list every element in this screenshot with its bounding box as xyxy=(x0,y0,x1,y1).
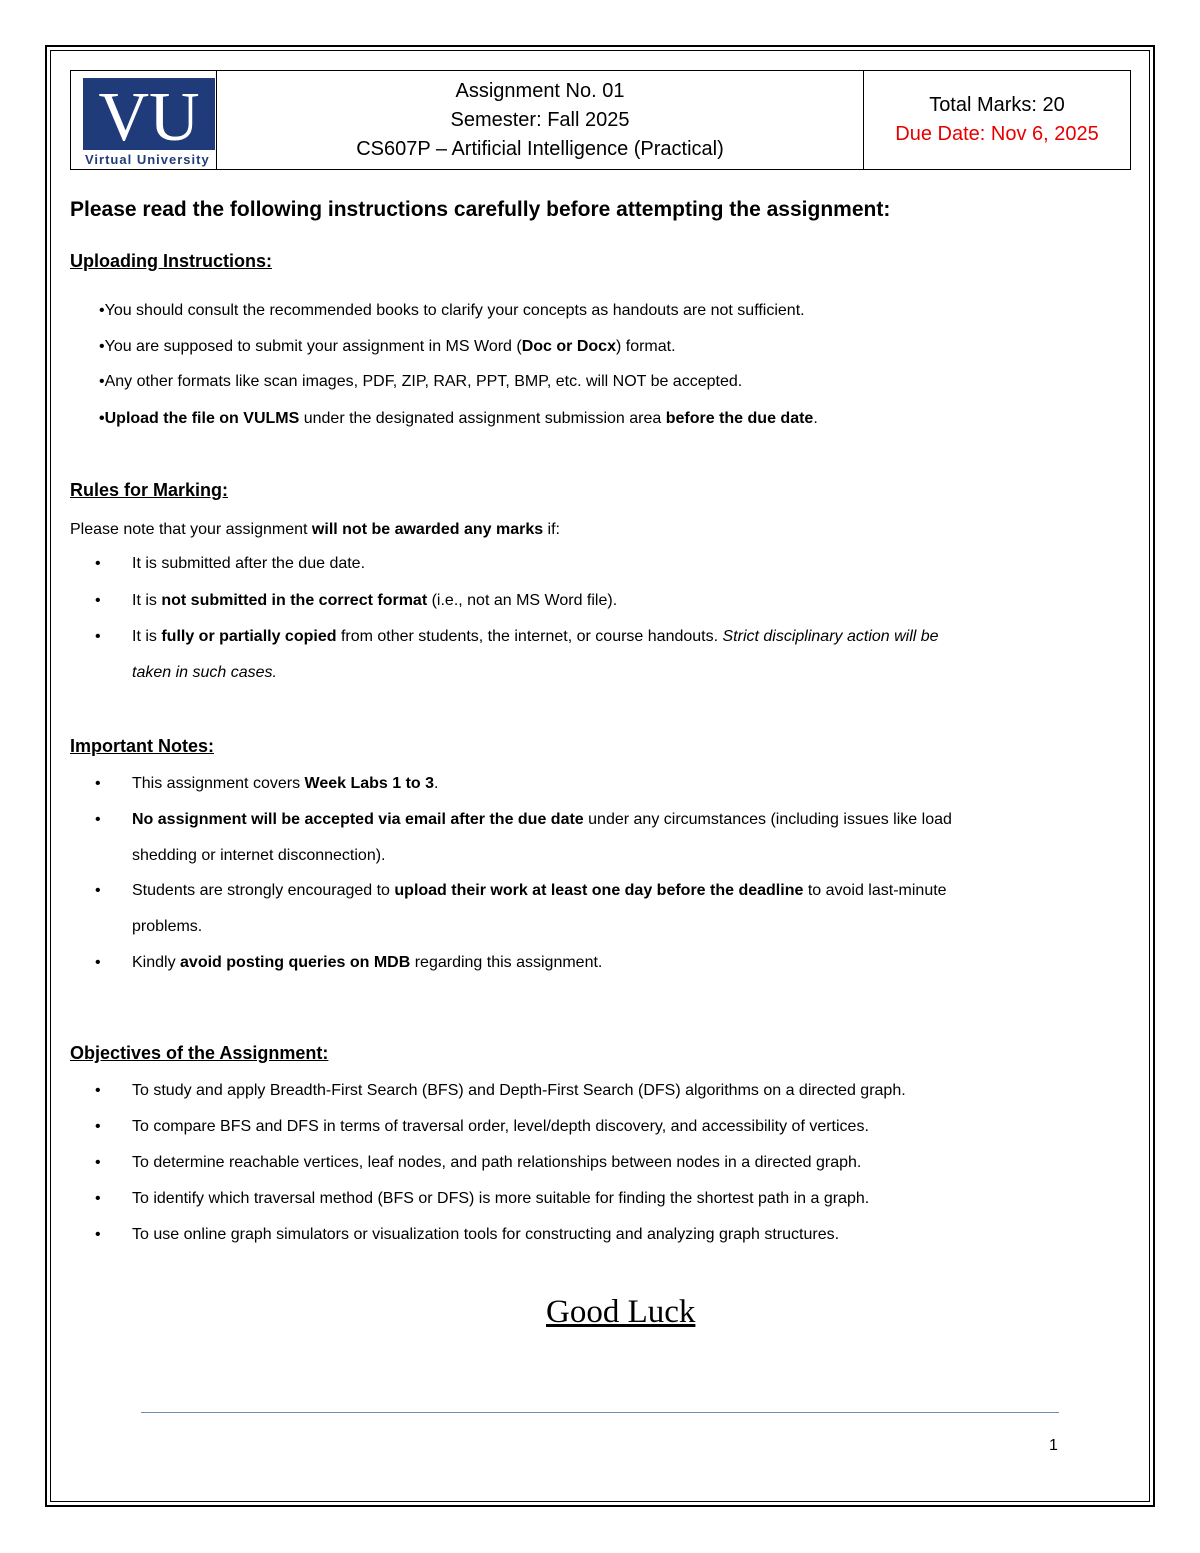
notes-heading: Important Notes: xyxy=(70,736,214,756)
marking-item-3-e: taken in such cases. xyxy=(132,664,277,681)
marking-heading: Rules for Marking: xyxy=(70,480,229,500)
header-table xyxy=(70,70,1131,170)
bullet-icon: • xyxy=(95,1190,101,1207)
upload-item-4 xyxy=(99,409,818,429)
notes-item-1-text xyxy=(132,766,1062,802)
upload-item-4-text-d: . xyxy=(813,410,818,427)
notes-item-1-b: Week Labs 1 to 3 xyxy=(304,775,435,792)
logo-text: VU xyxy=(98,79,200,156)
bullet-icon: • xyxy=(99,410,105,427)
marking-item-3-d: Strict disciplinary action will be xyxy=(722,628,939,645)
objective-item-3-text: To determine reachable vertices, leaf nodes, and path relationships between nodes in a directed graph. xyxy=(132,1154,862,1171)
notes-item-4-c: regarding this assignment. xyxy=(410,954,603,971)
bullet-icon: • xyxy=(95,555,101,572)
bullet-icon: • xyxy=(95,775,101,792)
upload-item-3 xyxy=(99,372,742,392)
course-title: CS607P – Artificial Intelligence (Practical) xyxy=(356,137,724,160)
marking-item-2-text xyxy=(132,583,1062,619)
bullet-icon: • xyxy=(95,1154,101,1171)
upload-item-2-text-a: You are supposed to submit your assignment in MS Word ( xyxy=(104,338,522,355)
marking-item-3-a: It is xyxy=(132,628,162,645)
marking-item-2-c: (i.e., not an MS Word file). xyxy=(427,592,618,609)
logo-cell xyxy=(70,71,216,169)
notes-item-3-a: Students are strongly encouraged to xyxy=(132,882,395,899)
objective-item-2-text: To compare BFS and DFS in terms of traversal order, level/depth discovery, and accessibility of vertices. xyxy=(132,1118,869,1135)
upload-item-2-text-b: Doc or Docx xyxy=(521,338,616,355)
upload-item-2 xyxy=(99,337,676,357)
assignment-number: Assignment No. 01 xyxy=(455,79,625,102)
objective-item-1-text: To study and apply Breadth-First Search (BFS) and Depth-First Search (DFS) algorithms on a directed graph. xyxy=(132,1082,906,1099)
page-number: 1 xyxy=(1049,1437,1058,1454)
due-date: Due Date: Nov 6, 2025 xyxy=(895,123,1099,145)
bullet-icon: • xyxy=(95,592,101,609)
marking-item-2-b: not submitted in the correct format xyxy=(161,592,428,609)
notes-item-2-text xyxy=(132,802,1062,874)
notes-item-4-b: avoid posting queries on MDB xyxy=(180,954,411,971)
bullet-icon: • xyxy=(95,882,101,899)
notes-item-3-text xyxy=(132,873,1062,945)
bullet-icon: • xyxy=(95,1118,101,1135)
marking-intro-a: Please note that your assignment xyxy=(70,521,312,538)
notes-item-4-text xyxy=(132,945,1062,981)
marks-cell xyxy=(864,71,1131,169)
marking-intro-b: will not be awarded any marks xyxy=(311,521,544,538)
bullet-icon: • xyxy=(95,1226,101,1243)
instructions-heading: Please read the following instructions carefully before attempting the assignment: xyxy=(70,198,891,221)
bullet-icon: • xyxy=(95,628,101,645)
notes-item-1-c: . xyxy=(434,775,439,792)
good-luck: Good Luck xyxy=(546,1294,696,1330)
bullet-icon: • xyxy=(95,1082,101,1099)
marking-item-3-b: fully or partially copied xyxy=(161,628,337,645)
objective-item-5-text: To use online graph simulators or visualization tools for constructing and analyzing graph structures. xyxy=(132,1226,840,1243)
upload-item-1-text: You should consult the recommended books to clarify your concepts as handouts are not sufficient. xyxy=(104,302,805,319)
notes-item-1-a: This assignment covers xyxy=(132,775,305,792)
marking-item-1-text: It is submitted after the due date. xyxy=(132,555,366,572)
marking-item-3-c: from other students, the internet, or course handouts. xyxy=(336,628,723,645)
upload-item-3-text: Any other formats like scan images, PDF, ZIP, RAR, PPT, BMP, etc. will NOT be accepted. xyxy=(104,373,743,390)
footer-rule xyxy=(141,1412,1059,1413)
marking-item-2-a: It is xyxy=(132,592,162,609)
objective-item-4-text: To identify which traversal method (BFS or DFS) is more suitable for finding the shortest path in a graph. xyxy=(132,1190,870,1207)
marking-intro xyxy=(70,520,560,540)
upload-item-2-text-c: ) format. xyxy=(615,338,676,355)
upload-item-1 xyxy=(99,301,805,321)
marking-intro-c: if: xyxy=(543,521,560,538)
notes-item-4-a: Kindly xyxy=(132,954,181,971)
vu-logo xyxy=(83,78,215,168)
bullet-icon: • xyxy=(95,811,101,828)
bullet-icon: • xyxy=(99,338,105,355)
notes-item-3-b: upload their work at least one day before the deadline xyxy=(394,882,804,899)
logo-subtext: Virtual University xyxy=(85,152,210,167)
marking-item-3-text xyxy=(132,619,1062,691)
bullet-icon: • xyxy=(99,302,105,319)
bullet-icon: • xyxy=(95,954,101,971)
notes-item-2-d: shedding or internet disconnection). xyxy=(132,847,386,864)
upload-item-4-text-a: Upload the file on VULMS xyxy=(104,410,300,427)
notes-item-2-c: under any circumstances (including issues like load xyxy=(583,811,952,828)
notes-item-3-c: to avoid last-minute xyxy=(803,882,947,899)
uploading-heading: Uploading Instructions: xyxy=(70,251,272,271)
upload-item-4-text-c: before the due date xyxy=(665,410,814,427)
bullet-icon: • xyxy=(99,373,105,390)
notes-item-3-d: problems. xyxy=(132,918,203,935)
total-marks: Total Marks: 20 xyxy=(929,94,1065,116)
objectives-heading: Objectives of the Assignment: xyxy=(70,1043,329,1063)
title-cell xyxy=(216,71,864,169)
upload-item-4-text-b: under the designated assignment submission area xyxy=(299,410,666,427)
notes-item-2-b: No assignment will be accepted via email after the due date xyxy=(132,811,584,828)
semester: Semester: Fall 2025 xyxy=(450,108,630,131)
